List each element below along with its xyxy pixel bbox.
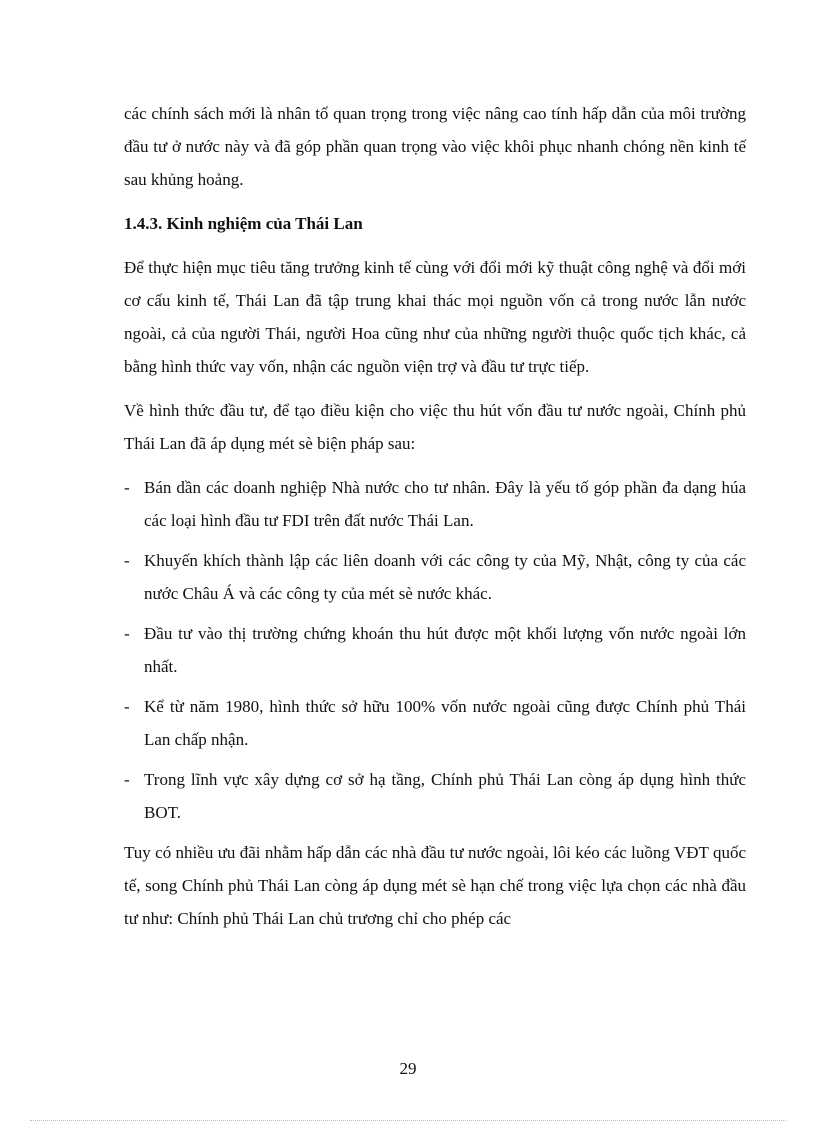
list-bullet-dash: - — [124, 478, 130, 497]
list-item-text: Kể từ năm 1980, hình thức sở hữu 100% vốn nước ngoài cũng được Chính phủ Thái Lan chấp nhận. — [144, 697, 746, 749]
list-item-text: Trong lĩnh vực xây dựng cơ sở hạ tầng, Chính phủ Thái Lan còng áp dụng hình thức BOT. — [144, 770, 746, 822]
list-item-text: Đầu tư vào thị trường chứng khoán thu hút được một khối lượng vốn nước ngoài lớn nhất. — [144, 624, 746, 676]
paragraph-intro: các chính sách mới là nhân tố quan trọng trong việc nâng cao tính hấp dẫn của môi trường đầu tư ở nước này và đã góp phần quan trọng vào việc khôi phục nhanh chóng nền kinh tế sau khủng hoảng. — [124, 104, 746, 189]
list-bullet-dash: - — [124, 770, 130, 789]
list-item — [124, 690, 746, 756]
measures-list — [124, 471, 746, 829]
list-bullet-dash: - — [124, 697, 130, 716]
footer-divider — [30, 1120, 786, 1121]
paragraph-restrictions: Tuy có nhiều ưu đãi nhằm hấp dẫn các nhà đầu tư nước ngoài, lôi kéo các luồng VĐT quốc tế, song Chính phủ Thái Lan còng áp dụng mét sè hạn chế trong việc lựa chọn các nhà đầu tư như: Chính phủ Thái Lan chủ trương chỉ cho phép các — [124, 843, 746, 928]
list-item — [124, 544, 746, 610]
list-item — [124, 763, 746, 829]
document-page — [124, 97, 746, 935]
list-item-text: Khuyến khích thành lập các liên doanh với các công ty của Mỹ, Nhật, công ty của các nước Châu Á và các công ty của mét sè nước khác. — [144, 551, 746, 603]
list-item — [124, 617, 746, 683]
list-bullet-dash: - — [124, 624, 130, 643]
paragraph-investment-forms: Về hình thức đầu tư, để tạo điều kiện cho việc thu hút vốn đầu tư nước ngoài, Chính phủ Thái Lan đã áp dụng mét sè biện pháp sau: — [124, 401, 746, 453]
paragraph-thailand-strategy: Để thực hiện mục tiêu tăng trưởng kinh tế cùng với đổi mới kỹ thuật công nghệ và đổi mới cơ cấu kinh tế, Thái Lan đã tập trung khai thác mọi nguồn vốn cả trong nước lẫn nước ngoài, cả của người Thái, người Hoa cũng như của những người thuộc quốc tịch khác, cả bằng hình thức vay vốn, nhận các nguồn viện trợ và đầu tư trực tiếp. — [124, 258, 746, 376]
list-item — [124, 471, 746, 537]
list-bullet-dash: - — [124, 551, 130, 570]
page-number: 29 — [399, 1059, 417, 1078]
list-item-text: Bán dần các doanh nghiệp Nhà nước cho tư nhân. Đây là yếu tố góp phần đa dạng húa các loại hình đầu tư FDI trên đất nước Thái Lan. — [144, 478, 746, 530]
section-heading: 1.4.3. Kinh nghiệm của Thái Lan — [124, 214, 363, 233]
